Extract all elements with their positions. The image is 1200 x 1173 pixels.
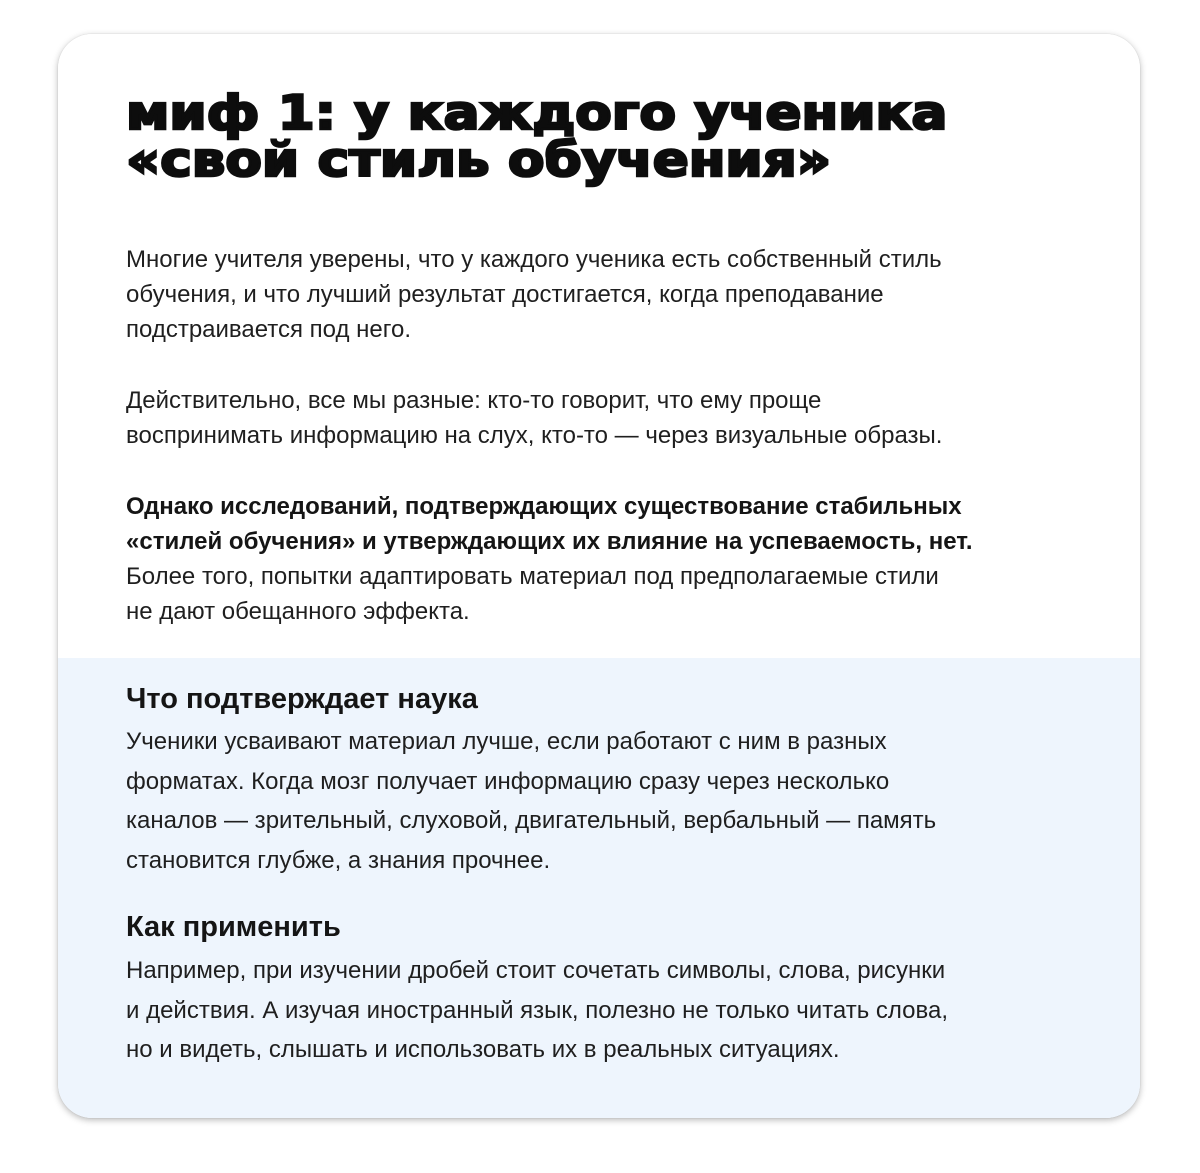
science-text: Ученики усваивают материал лучше, если работают с ним в разных форматах. Когда мозг получает информацию сразу через несколько каналов — зрительный, слуховой, двигательный, вербальный — память становится глубже, а знания прочнее. [126,728,937,874]
apply-heading: Как применить [126,911,341,943]
card-top-section [58,34,1140,658]
intro-paragraph-2: Действительно, все мы разные: кто-то говорит, что ему проще воспринимать информацию на слух, кто-то — через визуальные образы. [126,387,943,449]
research-claim-bold: Однако исследований, подтверждающих существование стабильных [126,493,962,520]
science-heading: Что подтверждает наука [126,683,478,715]
intro-paragraph-1: Многие учителя уверены, что у каждого ученика есть собственный стиль обучения, и что лучший результат достигается, когда преподавание подстраивается под него. [126,246,942,343]
research-claim-bold: «стилей обучения» и утверждающих их влияние на успеваемость, нет. [126,528,973,555]
myth-card [58,34,1140,1118]
title-line-2: «свой стиль обучения» [126,133,832,188]
myth-title [126,86,1140,188]
intro-paragraph-3: Однако исследований, подтверждающих существование стабильных «стилей обучения» и утверждающих их влияние на успеваемость, нет. Более того, попытки адаптировать материал под предполагаемые стили не дают обещанного эффекта. [126,493,973,625]
title-line-1: миф 1: у каждого ученика [126,86,948,141]
apply-text: Например, при изучении дробей стоит сочетать символы, слова, рисунки и действия. А изучая иностранный язык, полезно не только читать слова, но и видеть, слышать и использовать их в реальных ситуациях. [126,957,949,1063]
